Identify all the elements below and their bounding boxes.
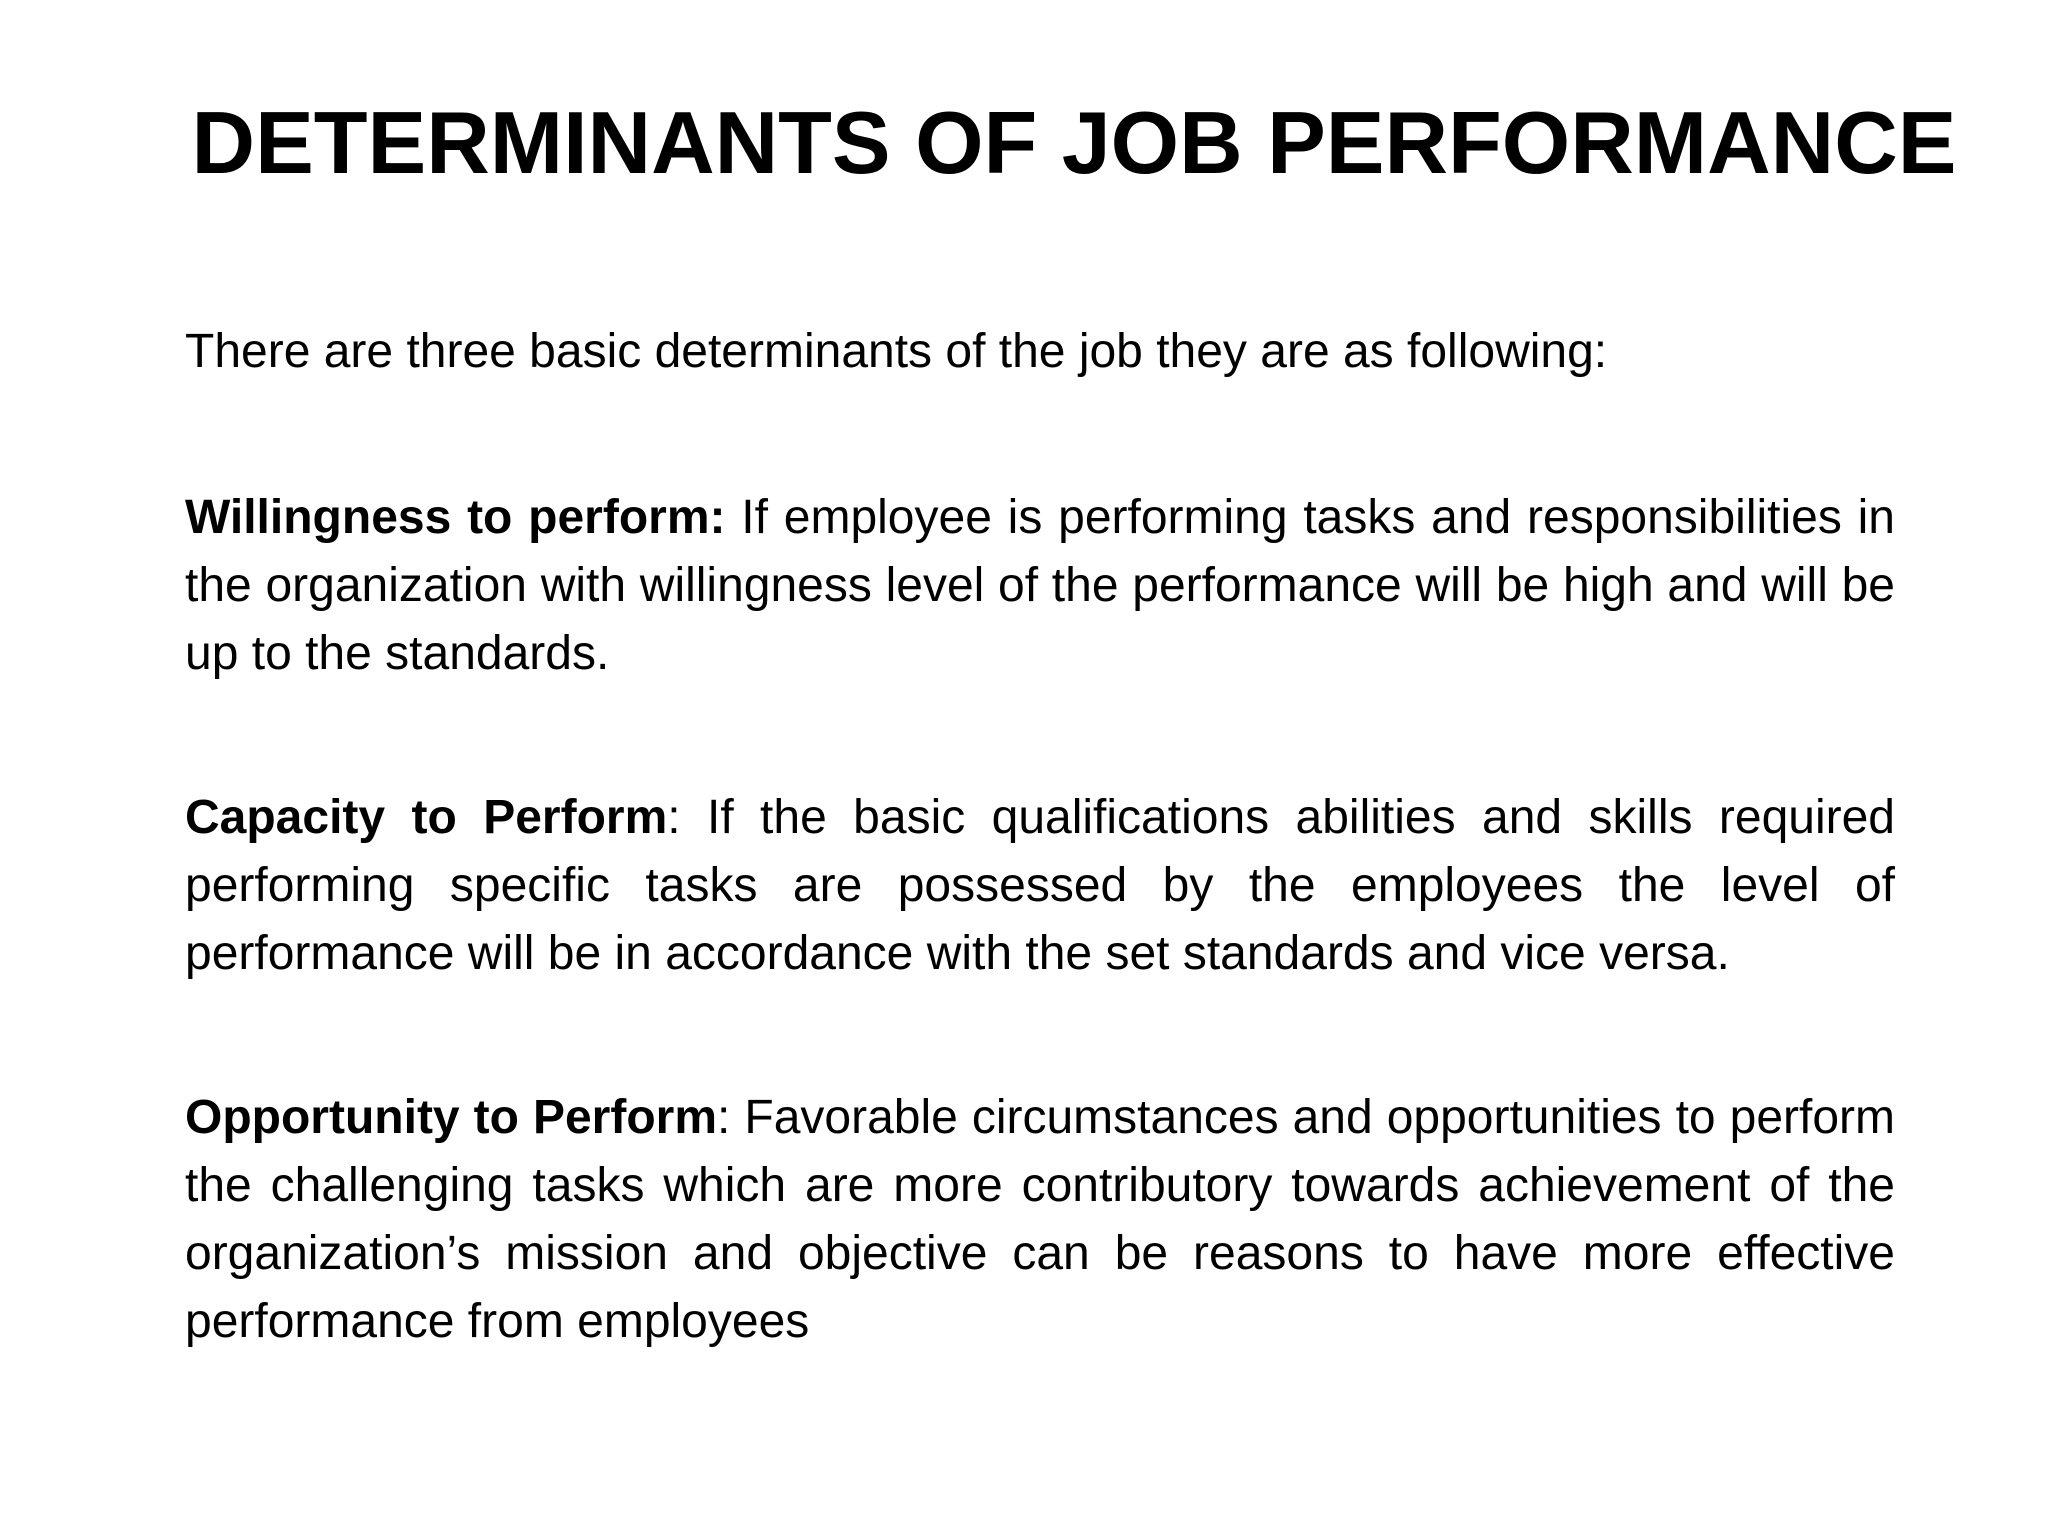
determinant-separator: : — [717, 1091, 745, 1144]
determinant-description: Favorable circumstances and opportunities to perform the challenging tasks which are more contributory towards achievement of the organization’s mission and objective can be reasons to have more effective performance from employees — [185, 1091, 1896, 1348]
determinant-description: If the basic qualifications abilities and skills required performing specific tasks are possessed by the employees the level of performance will be in accordance with the set standards and vice versa. — [185, 791, 1895, 980]
determinant-term: Willingness to perform: — [185, 491, 726, 544]
determinant-capacity — [185, 784, 1895, 988]
determinant-term: Capacity to Perform — [185, 791, 668, 844]
determinant-willingness — [185, 484, 1895, 688]
determinant-separator: : — [667, 791, 707, 844]
determinant-opportunity — [185, 1084, 1895, 1356]
intro-text: There are three basic determinants of the job they are as following: — [185, 325, 1608, 378]
slide-title: DETERMINANTS OF JOB PERFORMANCE — [191, 93, 1957, 192]
slide-body — [185, 318, 1895, 1356]
determinant-term: Opportunity to Perform — [185, 1091, 718, 1144]
determinant-description: If employee is performing tasks and responsibilities in the organization with willingness level of the performance will be high and will be up to the standards. — [185, 491, 1895, 680]
determinant-separator — [726, 491, 742, 544]
